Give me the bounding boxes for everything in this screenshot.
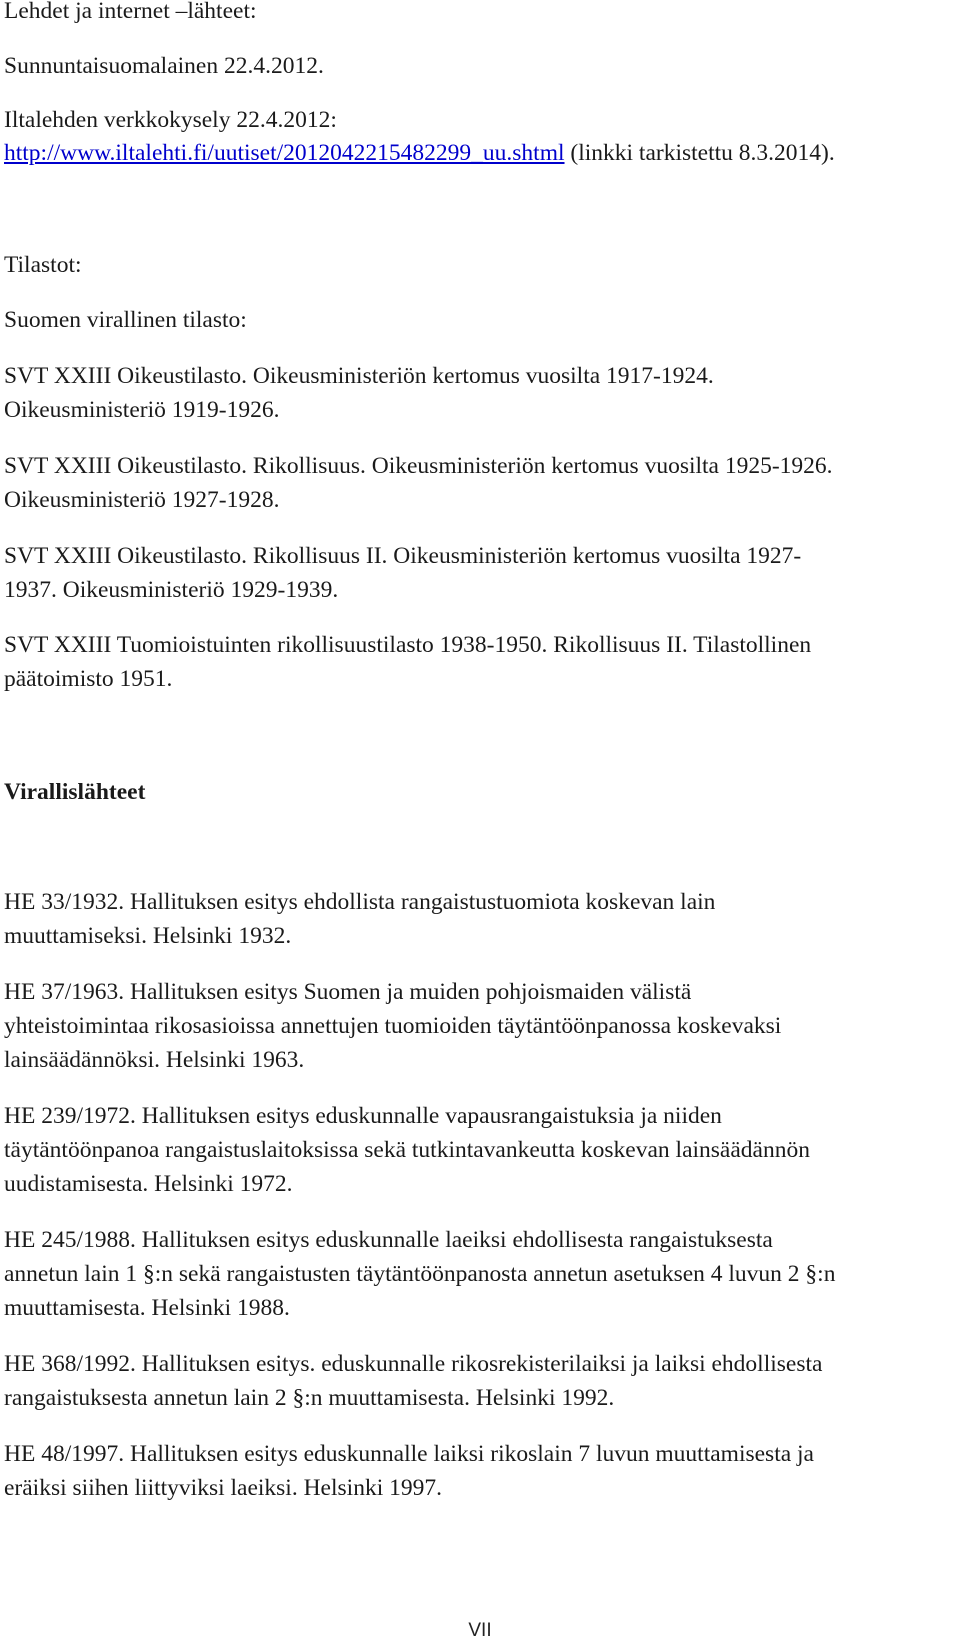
he-entry-6-line-1: HE 48/1997. Hallituksen esitys eduskunnalle laiksi rikoslain 7 luvun muuttamisesta ja [4, 1441, 814, 1467]
he-entry-1-line-1: HE 33/1932. Hallituksen esitys ehdollista rangaistustuomiota koskevan lain [4, 889, 716, 915]
iltalehti-link[interactable]: http://www.iltalehti.fi/uutiset/2012042215482299_uu.shtml [4, 140, 565, 166]
he-entry-5-line-2: rangaistuksesta annetun lain 2 §:n muuttamisesta. Helsinki 1992. [4, 1385, 615, 1411]
he-entry-2-line-1: HE 37/1963. Hallituksen esitys Suomen ja muiden pohjoismaiden välistä [4, 979, 692, 1005]
news-entry-iltalehti: Iltalehden verkkokysely 22.4.2012: [4, 107, 337, 133]
he-entry-2-line-3: lainsäädännöksi. Helsinki 1963. [4, 1047, 305, 1073]
link-check-note: (linkki tarkistettu 8.3.2014). [564, 140, 835, 166]
he-entry-2-line-2: yhteistoimintaa rikosasioissa annettujen tuomioiden täytäntöönpanossa koskevaksi [4, 1013, 782, 1039]
he-entry-3-line-1: HE 239/1972. Hallituksen esitys eduskunnalle vapausrangaistuksia ja niiden [4, 1103, 722, 1129]
news-sources-heading: Lehdet ja internet –lähteet: [4, 0, 257, 24]
stats-entry-2-line-1: SVT XXIII Oikeustilasto. Rikollisuus. Oikeusministeriön kertomus vuosilta 1925-1926. [4, 453, 833, 479]
he-entry-4-line-1: HE 245/1988. Hallituksen esitys eduskunnalle laeiksi ehdollisesta rangaistuksesta [4, 1227, 773, 1253]
stats-entry-4-line-2: päätoimisto 1951. [4, 666, 173, 692]
stats-entry-3-line-2: 1937. Oikeusministeriö 1929-1939. [4, 577, 339, 603]
he-entry-5-line-1: HE 368/1992. Hallituksen esitys. eduskunnalle rikosrekisterilaiksi ja laiksi ehdollisesta [4, 1351, 823, 1377]
news-entry-sunnuntaisuomalainen: Sunnuntaisuomalainen 22.4.2012. [4, 53, 324, 79]
stats-entry-4-line-1: SVT XXIII Tuomioistuinten rikollisuustilasto 1938-1950. Rikollisuus II. Tilastollinen [4, 632, 812, 658]
he-entry-1-line-2: muuttamiseksi. Helsinki 1932. [4, 923, 292, 949]
stats-entry-2-line-2: Oikeusministeriö 1927-1928. [4, 487, 280, 513]
he-entry-4-line-3: muuttamisesta. Helsinki 1988. [4, 1295, 290, 1321]
news-entry-iltalehti-link-line [4, 137, 835, 170]
he-entry-6-line-2: eräiksi siihen liittyviksi laeiksi. Helsinki 1997. [4, 1475, 442, 1501]
stats-entry-1-line-2: Oikeusministeriö 1919-1926. [4, 397, 280, 423]
he-entry-3-line-3: uudistamisesta. Helsinki 1972. [4, 1171, 293, 1197]
he-entry-3-line-2: täytäntöönpanoa rangaistuslaitoksissa sekä tutkintavankeutta koskevan lainsäädännön [4, 1137, 810, 1163]
stats-entry-1-line-1: SVT XXIII Oikeustilasto. Oikeusministeriön kertomus vuosilta 1917-1924. [4, 363, 714, 389]
official-sources-heading: Virallislähteet [4, 779, 146, 805]
statistics-heading: Tilastot: [4, 252, 82, 278]
page-number: VII [468, 1620, 492, 1641]
stats-entry-3-line-1: SVT XXIII Oikeustilasto. Rikollisuus II. Oikeusministeriön kertomus vuosilta 1927- [4, 543, 802, 569]
he-entry-4-line-2: annetun lain 1 §:n sekä rangaistusten täytäntöönpanosta annetun asetuksen 4 luvun 2 §:n [4, 1261, 836, 1287]
official-statistics-subheading: Suomen virallinen tilasto: [4, 307, 247, 333]
